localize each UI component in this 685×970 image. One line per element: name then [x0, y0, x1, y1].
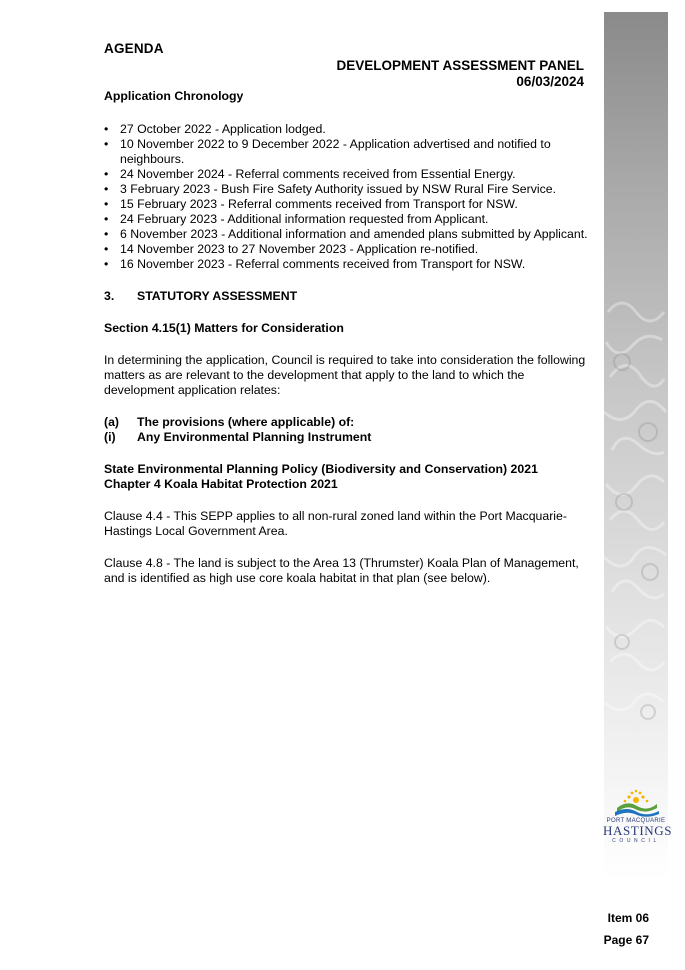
list-item: • 16 November 2023 - Referral comments received from Transport for NSW. [104, 257, 526, 271]
sepp-heading [104, 462, 589, 492]
list-item: • 6 November 2023 - Additional information and amended plans submitted by Applicant. [104, 227, 588, 241]
sepp-line-2: Chapter 4 Koala Habitat Protection 2021 [104, 477, 338, 491]
sepp-line-1: State Environmental Planning Policy (Biodiversity and Conservation) 2021 [104, 462, 538, 476]
logo-line-3: COUNCIL [612, 838, 660, 844]
item-a-label: (a) [104, 415, 120, 429]
section-number: 3. [104, 289, 115, 303]
logo-line-1: PORT MACQUARIE [606, 818, 666, 824]
page-number: Page 67 [603, 933, 649, 947]
clause-4-4-paragraph: Clause 4.4 - This SEPP applies to all non-rural zoned land within the Port Macquarie-Hastings Local Government Area. [104, 509, 567, 538]
meeting-date: 06/03/2024 [516, 74, 584, 89]
list-item: • 14 November 2023 to 27 November 2023 - Application re-notified. [104, 242, 479, 256]
swirl-pattern [603, 12, 673, 880]
item-a-text: The provisions (where applicable) of: [137, 415, 355, 429]
matters-subheading: Section 4.15(1) Matters for Consideration [104, 321, 344, 335]
decorative-side-strip [603, 12, 673, 880]
sun-waves-icon [603, 786, 669, 818]
chronology-list [104, 122, 589, 272]
intro-paragraph: In determining the application, Council is required to take into consideration the following matters as are relevant to the development that apply to the land to which the development application relates: [104, 353, 586, 397]
item-i-label: (i) [104, 430, 116, 444]
list-item: • 15 February 2023 - Referral comments received from Transport for NSW. [104, 197, 518, 211]
panel-title: DEVELOPMENT ASSESSMENT PANEL [336, 58, 584, 73]
council-logo [603, 786, 673, 848]
clause-4-8-paragraph: Clause 4.8 - The land is subject to the Area 13 (Thrumster) Koala Plan of Management, and is identified as high use core koala habitat in that plan (see below). [104, 556, 579, 585]
agenda-heading: AGENDA [104, 41, 164, 56]
logo-line-2: HASTINGS [603, 823, 673, 838]
item-i [104, 430, 589, 445]
list-item: • 24 November 2024 - Referral comments received from Essential Energy. [104, 167, 516, 181]
list-item: • 27 October 2022 - Application lodged. [104, 122, 326, 136]
chronology-title: Application Chronology [104, 89, 244, 103]
list-item: • 24 February 2023 - Additional information requested from Applicant. [104, 212, 489, 226]
list-item: • 3 February 2023 - Bush Fire Safety Authority issued by NSW Rural Fire Service. [104, 182, 557, 196]
item-number: Item 06 [607, 911, 649, 925]
document-body [104, 89, 589, 586]
item-i-text: Any Environmental Planning Instrument [137, 430, 372, 444]
item-a [104, 415, 589, 430]
list-item: • 10 November 2022 to 9 December 2022 - Application advertised and notified to neighbours. [104, 137, 551, 166]
statutory-heading [104, 289, 589, 304]
header-right-block [336, 58, 584, 90]
section-title: STATUTORY ASSESSMENT [137, 289, 298, 303]
